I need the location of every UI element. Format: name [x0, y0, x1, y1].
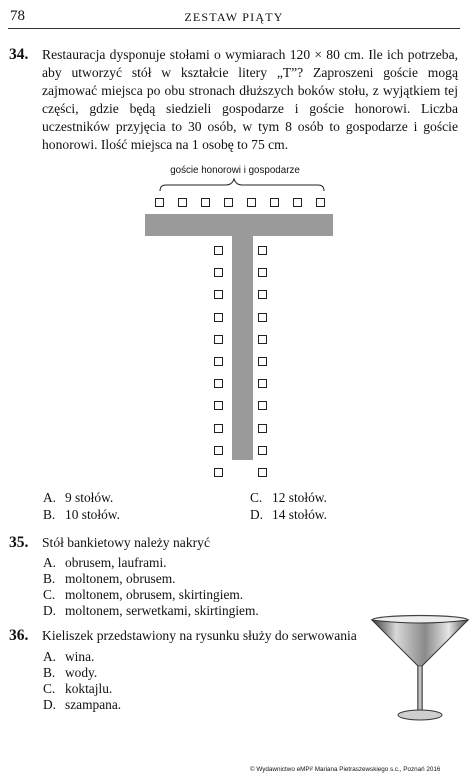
footer-copyright: © Wydawnictwo eMPi² Mariana Pietraszewskiego s.c., Poznań 2016: [250, 766, 441, 773]
side-seat-left: [214, 379, 223, 388]
diagram-label: goście honorowi i gospodarze: [170, 165, 300, 176]
side-seat-right: [258, 446, 267, 455]
side-seat-left: [214, 246, 223, 255]
q34-option-c[interactable]: C. 12 stołów.: [250, 490, 327, 505]
head-seat: [201, 198, 210, 207]
q35-option-a[interactable]: A. obrusem, lauframi.: [43, 555, 167, 570]
side-seat-left: [214, 401, 223, 410]
side-seat-right: [258, 290, 267, 299]
question-36-text: Kieliszek przedstawiony na rysunku służy do serwowania: [42, 628, 357, 643]
page-number: 78: [10, 8, 25, 24]
side-seat-left: [214, 313, 223, 322]
question-34-text: Restauracja dysponuje stołami o wymiarach 120 × 80 cm. Ile ich potrzeba, aby utworzyć stół w kształcie litery „T”? Zaproszeni goście mogą zajmować miejsca po obu stronach dłuższych boków stołu, z wyjątkiem tej części, gdzie będą siedzieli gospodarze i goście honorowi. Liczba uczestników przyjęcia to 30 osób, w tym 8 osób to gospodarze i goście honorowi. Ilość miejsca na 1 osobę to 75 cm.: [42, 47, 458, 152]
q35-option-c[interactable]: C. moltonem, obrusem, skirtingiem.: [43, 587, 244, 602]
side-seat-left: [214, 468, 223, 477]
head-table: [145, 214, 333, 236]
q36-option-b[interactable]: B. wody.: [43, 665, 98, 680]
running-title: ZESTAW PIĄTY: [184, 10, 284, 24]
q34-option-a[interactable]: A. 9 stołów.: [43, 490, 114, 505]
q34-option-d[interactable]: D. 14 stołów.: [250, 507, 327, 522]
side-seat-left: [214, 290, 223, 299]
side-seat-right: [258, 313, 267, 322]
head-seat: [178, 198, 187, 207]
side-seat-left: [214, 335, 223, 344]
page-header: [8, 6, 460, 29]
q35-option-d[interactable]: D. moltonem, serwetkami, skirtingiem.: [43, 603, 259, 618]
question-34-number: 34.: [9, 46, 29, 63]
head-seat: [224, 198, 233, 207]
head-seat: [247, 198, 256, 207]
question-35-text: Stół bankietowy należy nakryć: [42, 535, 210, 550]
q36-option-c[interactable]: C. koktajlu.: [43, 681, 113, 696]
head-seat: [316, 198, 325, 207]
t-table-diagram: [140, 162, 340, 492]
side-seat-right: [258, 401, 267, 410]
side-seat-right: [258, 268, 267, 277]
long-table: [232, 236, 253, 460]
question-35-number: 35.: [9, 534, 29, 551]
q34-option-b[interactable]: B. 10 stołów.: [43, 507, 120, 522]
side-seat-right: [258, 468, 267, 477]
side-seat-left: [214, 357, 223, 366]
head-seat: [270, 198, 279, 207]
question-36-number: 36.: [9, 627, 29, 644]
side-seat-left: [214, 446, 223, 455]
curly-brace: [140, 175, 340, 195]
martini-glass-icon: [368, 614, 472, 724]
head-seat: [155, 198, 164, 207]
q36-option-a[interactable]: A. wina.: [43, 649, 95, 664]
q35-option-b[interactable]: B. moltonem, obrusem.: [43, 571, 176, 586]
side-seat-right: [258, 335, 267, 344]
side-seat-right: [258, 424, 267, 433]
side-seat-left: [214, 268, 223, 277]
side-seat-right: [258, 357, 267, 366]
side-seat-right: [258, 246, 267, 255]
q36-option-d[interactable]: D. szampana.: [43, 697, 122, 712]
head-seat: [293, 198, 302, 207]
side-seat-left: [214, 424, 223, 433]
side-seat-right: [258, 379, 267, 388]
